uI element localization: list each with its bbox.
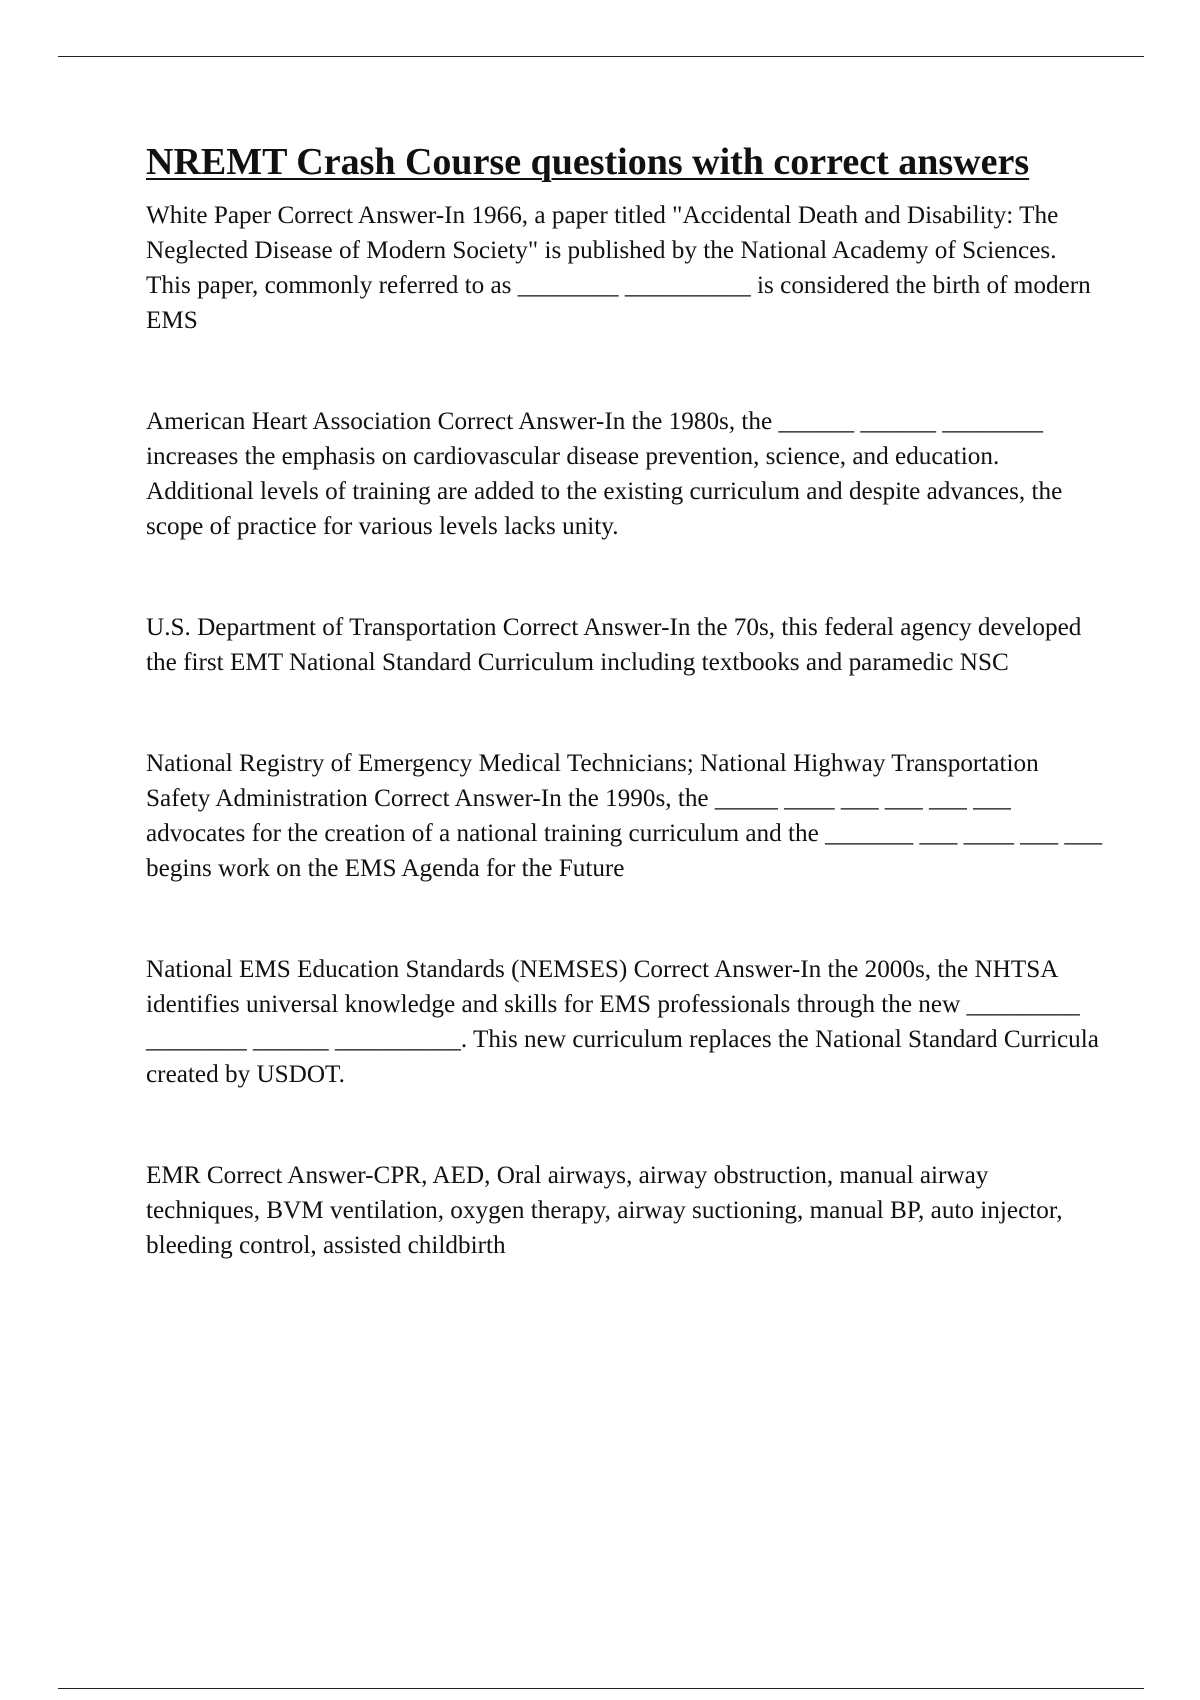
top-rule xyxy=(58,56,1144,57)
qa-entry-white-paper: White Paper Correct Answer-In 1966, a paper titled "Accidental Death and Disability: The Neglected Disease of Modern Society" is published by the National Academy of Sciences. This paper, commonly referred to as ________ __________ is considered the birth of modern EMS xyxy=(146,202,1091,334)
document-title: NREMT Crash Course questions with correct answers xyxy=(146,141,1030,183)
qa-entry-nemses: National EMS Education Standards (NEMSES) Correct Answer-In the 2000s, the NHTSA identifies universal knowledge and skills for EMS professionals through the new _________ ________ ______ __________. This new curriculum replaces the National Standard Curricula created by USDOT. xyxy=(146,956,1099,1088)
qa-entry-us-department-of-transportation: U.S. Department of Transportation Correct Answer-In the 70s, this federal agency developed the first EMT National Standard Curriculum including textbooks and paramedic NSC xyxy=(146,614,1082,676)
bottom-rule xyxy=(58,1688,1144,1689)
qa-entry-national-registry: National Registry of Emergency Medical Technicians; National Highway Transportation Safety Administration Correct Answer-In the 1990s, the _____ ____ ___ ___ ___ ___ advocates for the creation of a national training curriculum and the _______ ___ ____ ___ ___ begins work on the EMS Agenda for the Future xyxy=(146,750,1103,882)
qa-entry-emr: EMR Correct Answer-CPR, AED, Oral airways, airway obstruction, manual airway techniques, BVM ventilation, oxygen therapy, airway suctioning, manual BP, auto injector, bleeding control, assisted childbirth xyxy=(146,1162,1063,1259)
document-body xyxy=(146,140,1106,1263)
qa-entry-american-heart-association: American Heart Association Correct Answer-In the 1980s, the ______ ______ ________ increases the emphasis on cardiovascular disease prevention, science, and education. Additional levels of training are added to the existing curriculum and despite advances, the scope of practice for various levels lacks unity. xyxy=(146,408,1063,540)
